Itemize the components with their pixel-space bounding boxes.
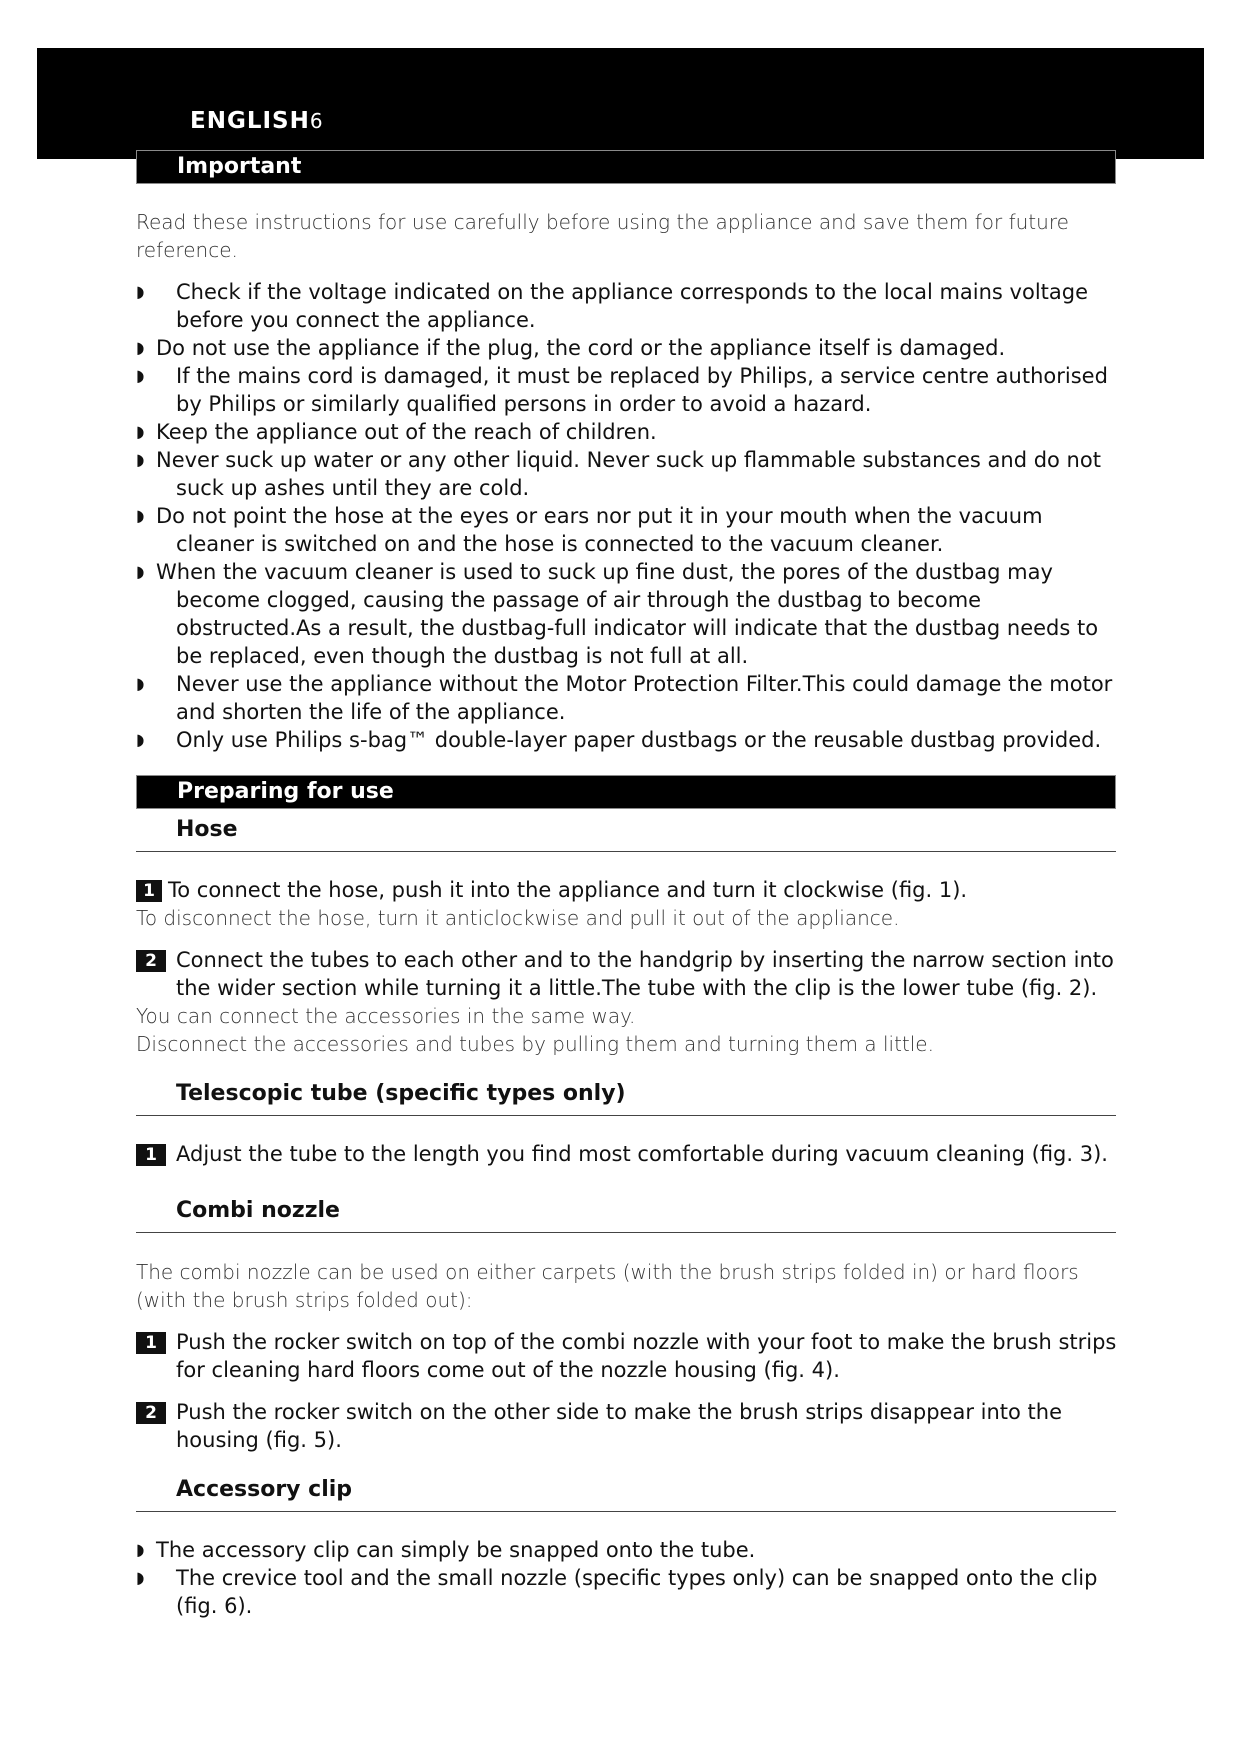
list-item: ◗ If the mains cord is damaged, it must be replaced by Philips, a service centre authorised by Philips or similarly qualified persons in order to avoid a hazard.	[136, 364, 1108, 416]
list-item: ◗ Check if the voltage indicated on the appliance corresponds to the local mains voltage before you connect the appliance.	[136, 280, 1089, 332]
bullet-icon: ◗	[136, 1540, 145, 1559]
intro-paragraph: Read these instructions for use carefully before using the appliance and save them for future reference.	[136, 210, 1069, 262]
note-paragraph: To disconnect the hose, turn it anticlockwise and pull it out of the appliance.	[136, 906, 900, 930]
language-label: ENGLISH	[190, 108, 310, 134]
bullet-icon: ◗	[136, 1568, 145, 1587]
step-item: 2 Push the rocker switch on the other side to make the brush strips disappear into the housing (fig. 5).	[136, 1398, 1126, 1454]
bullet-icon: ◗	[136, 674, 145, 693]
step-number: 1	[136, 1332, 166, 1354]
bullet-icon: ◗	[136, 730, 145, 749]
section-heading-preparing: Preparing for use	[136, 775, 1116, 809]
combi-intro-paragraph: The combi nozzle can be used on either carpets (with the brush strips folded in) or hard floors (with the brush strips folded out):	[136, 1260, 1079, 1312]
section-heading-important: Important	[136, 150, 1116, 184]
page-number: 6	[309, 109, 323, 133]
bullet-icon: ◗	[136, 562, 145, 581]
bullet-icon: ◗	[136, 450, 145, 469]
bullet-icon: ◗	[136, 338, 145, 357]
list-item: ◗ Do not use the appliance if the plug, the cord or the appliance itself is damaged.	[136, 336, 1006, 360]
list-item: ◗ When the vacuum cleaner is used to suck up fine dust, the pores of the dustbag may become clogged, causing the passage of air through the dustbag to become obstructed.As a result, the dustbag-full indicator will indicate that the dustbag needs to be replaced, even though the dustbag is not full at all.	[136, 560, 1099, 668]
bullet-icon: ◗	[136, 366, 145, 385]
step-item: 1 Push the rocker switch on top of the combi nozzle with your foot to make the brush strips for cleaning hard floors come out of the nozzle housing (fig. 4).	[136, 1328, 1126, 1384]
list-item: ◗ Only use Philips s-bag™ double-layer paper dustbags or the reusable dustbag provided.	[136, 728, 1102, 752]
list-item: ◗ The crevice tool and the small nozzle (specific types only) can be snapped onto the clip (fig. 6).	[136, 1566, 1098, 1618]
step-number: 2	[136, 950, 166, 972]
header-bar	[37, 48, 1204, 159]
bullet-icon: ◗	[136, 422, 145, 441]
list-item: ◗ Keep the appliance out of the reach of children.	[136, 420, 657, 444]
list-item: ◗ The accessory clip can simply be snapped onto the tube.	[136, 1538, 756, 1562]
step-item: 2 Connect the tubes to each other and to the handgrip by inserting the narrow section into the wider section while turning it a little.The tube with the clip is the lower tube (fig. 2).	[136, 946, 1126, 1002]
list-item: ◗ Never use the appliance without the Motor Protection Filter.This could damage the motor and shorten the life of the appliance.	[136, 672, 1113, 724]
subheading-combi-nozzle: Combi nozzle	[136, 1195, 1116, 1233]
subheading-accessory-clip: Accessory clip	[136, 1474, 1116, 1512]
subheading-telescopic-tube: Telescopic tube (specific types only)	[136, 1078, 1116, 1116]
bullet-icon: ◗	[136, 282, 145, 301]
page-header-language	[190, 108, 323, 134]
list-item: ◗ Never suck up water or any other liquid. Never suck up flammable substances and do not suck up ashes until they are cold.	[136, 448, 1101, 500]
bullet-icon: ◗	[136, 506, 145, 525]
step-item: 1 Adjust the tube to the length you find most comfortable during vacuum cleaning (fig. 3).	[136, 1140, 1126, 1168]
step-number: 1	[136, 1144, 166, 1166]
note-paragraph: You can connect the accessories in the same way.	[136, 1004, 636, 1028]
list-item: ◗ Do not point the hose at the eyes or ears nor put it in your mouth when the vacuum cleaner is switched on and the hose is connected to the vacuum cleaner.	[136, 504, 1043, 556]
note-paragraph: Disconnect the accessories and tubes by pulling them and turning them a little.	[136, 1032, 934, 1056]
step-number: 1	[136, 880, 162, 902]
step-item: 1 To connect the hose, push it into the appliance and turn it clockwise (fig. 1).	[136, 876, 1126, 904]
subheading-hose: Hose	[136, 814, 1116, 852]
step-number: 2	[136, 1402, 166, 1424]
